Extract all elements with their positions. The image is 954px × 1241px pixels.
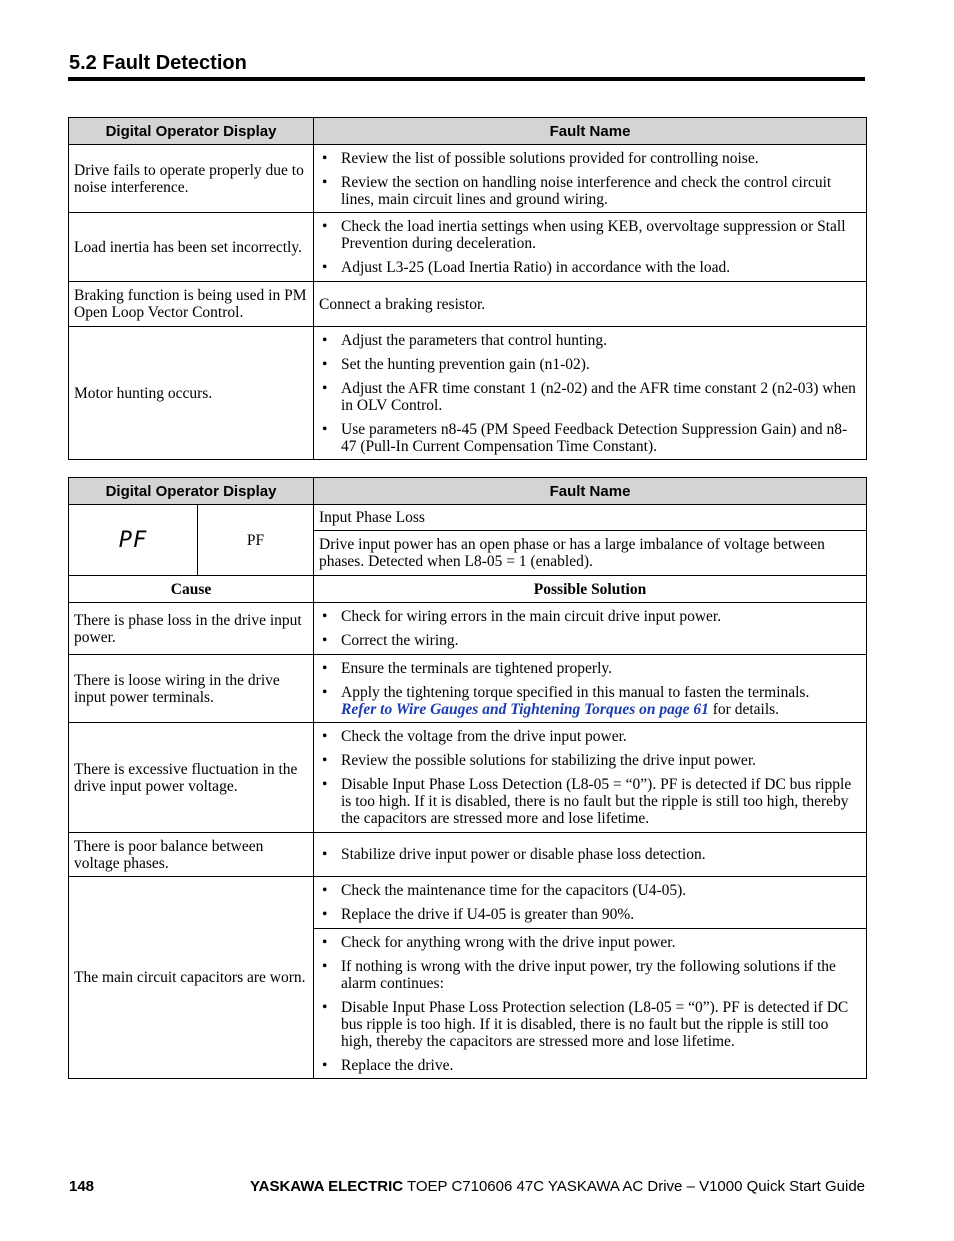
fault-table-noise — [68, 117, 867, 460]
solution-cell — [314, 655, 867, 723]
table-row — [69, 877, 867, 929]
bullet-tail: for details. — [712, 700, 780, 718]
cause-cell: Braking function is being used in PM Open Loop Vector Control. — [69, 282, 314, 327]
table-header-row — [69, 118, 867, 145]
cause-cell: There is loose wiring in the drive input power terminals. — [69, 655, 314, 723]
table-row — [69, 723, 867, 833]
solution-cell — [314, 603, 867, 655]
table-header-row — [69, 478, 867, 505]
header-digital-operator-display: Digital Operator Display — [69, 118, 314, 145]
solution-bullet: • Stabilize drive input power or disable phase loss detection. — [319, 846, 862, 863]
table-row — [69, 833, 867, 877]
cause-cell: Drive fails to operate properly due to noise interference. — [69, 145, 314, 213]
table-row — [69, 603, 867, 655]
cause-cell: There is poor balance between voltage phases. — [69, 833, 314, 877]
table-row — [69, 327, 867, 460]
solution-bullet: • Adjust L3-25 (Load Inertia Ratio) in accordance with the load. — [319, 259, 862, 276]
fault-name-row — [69, 505, 867, 531]
header-digital-operator-display: Digital Operator Display — [69, 478, 314, 505]
cause-cell: Load inertia has been set incorrectly. — [69, 213, 314, 282]
solution-bullet: • Replace the drive if U4-05 is greater than 90%. — [319, 906, 862, 923]
solution-bullet: • Adjust the parameters that control hunting. — [319, 332, 862, 349]
footer-document-info — [250, 1178, 865, 1195]
solution-bullet: • Disable Input Phase Loss Detection (L8-05 = “0”). PF is detected if DC bus ripple is too high. If it is disabled, there is no fault but the ripple is still too high, thereby the capacitors are stressed more and lose lifetime. — [319, 776, 862, 827]
solution-bullet: • Ensure the terminals are tightened properly. — [319, 660, 862, 677]
segment-display-symbol: PF — [69, 505, 198, 576]
solution-bullet: • Check the load inertia settings when using KEB, overvoltage suppression or Stall Prevention during deceleration. — [319, 218, 862, 252]
cause-cell: The main circuit capacitors are worn. — [69, 877, 314, 1079]
table-row — [69, 282, 867, 327]
solution-cell — [314, 723, 867, 833]
title-rule — [68, 77, 865, 81]
bullet-text: Apply the tightening torque specified in this manual to fasten the terminals. — [341, 683, 810, 701]
solution-bullet: • Review the possible solutions for stabilizing the drive input power. — [319, 752, 862, 769]
solution-bullet: • Check for anything wrong with the drive input power. — [319, 934, 862, 951]
cross-reference-link[interactable]: Refer to Wire Gauges and Tightening Torques on page 61 — [341, 700, 709, 718]
solution-bullet: • Review the list of possible solutions provided for controlling noise. — [319, 150, 862, 167]
cause-cell: There is excessive fluctuation in the drive input power voltage. — [69, 723, 314, 833]
page-number: 148 — [69, 1178, 95, 1195]
solution-cell — [314, 327, 867, 460]
solution-bullet: • Correct the wiring. — [319, 632, 862, 649]
sub-header-possible-solution: Possible Solution — [314, 576, 867, 603]
solution-bullet: • Review the section on handling noise interference and check the control circuit lines, main circuit lines and ground wiring. — [319, 174, 862, 208]
fault-table-input-phase-loss — [68, 477, 867, 1079]
solution-bullet: • Check for wiring errors in the main circuit drive input power. — [319, 608, 862, 625]
header-fault-name: Fault Name — [314, 118, 867, 145]
table-row — [69, 145, 867, 213]
footer-doc-title: TOEP C710606 47C YASKAWA AC Drive – V1000 Quick Start Guide — [406, 1178, 865, 1195]
section-title: 5.2 Fault Detection — [69, 52, 247, 74]
fault-name: Input Phase Loss — [314, 505, 867, 531]
header-fault-name: Fault Name — [314, 478, 867, 505]
solution-cell — [314, 145, 867, 213]
solution-bullet: • Use parameters n8-45 (PM Speed Feedback Detection Suppression Gain) and n8-47 (Pull-In Current Compensation Time Constant). — [319, 421, 862, 455]
solution-bullet: • Set the hunting prevention gain (n1-02). — [319, 356, 862, 373]
table-row — [69, 213, 867, 282]
fault-description: Drive input power has an open phase or has a large imbalance of voltage between phases. Detected when L8-05 = 1 (enabled). — [314, 531, 867, 576]
cause-cell: Motor hunting occurs. — [69, 327, 314, 460]
solution-cell — [314, 833, 867, 877]
solution-cell — [314, 213, 867, 282]
solution-cell — [314, 877, 867, 929]
solution-cell — [314, 929, 867, 1079]
solution-bullet: • Disable Input Phase Loss Protection selection (L8-05 = “0”). PF is detected if DC bus ripple is too high. If it is disabled, there is no fault but the ripple is still too high, thereby the capacitors are stressed more and lose lifetime. — [319, 999, 862, 1050]
table-row — [69, 655, 867, 723]
solution-bullet: • Adjust the AFR time constant 1 (n2-02) and the AFR time constant 2 (n2-03) when in OLV Control. — [319, 380, 862, 414]
sub-header-row — [69, 576, 867, 603]
cause-cell: There is phase loss in the drive input power. — [69, 603, 314, 655]
solution-bullet: • If nothing is wrong with the drive input power, try the following solutions if the alarm continues: — [319, 958, 862, 992]
solution-bullet — [319, 684, 862, 718]
sub-header-cause: Cause — [69, 576, 314, 603]
solution-bullet: • Replace the drive. — [319, 1057, 862, 1074]
solution-bullet: • Check the voltage from the drive input power. — [319, 728, 862, 745]
solution-cell: Connect a braking resistor. — [314, 282, 867, 327]
footer-brand: YASKAWA ELECTRIC — [250, 1178, 404, 1195]
display-code: PF — [198, 505, 314, 576]
solution-bullet: • Check the maintenance time for the capacitors (U4-05). — [319, 882, 862, 899]
